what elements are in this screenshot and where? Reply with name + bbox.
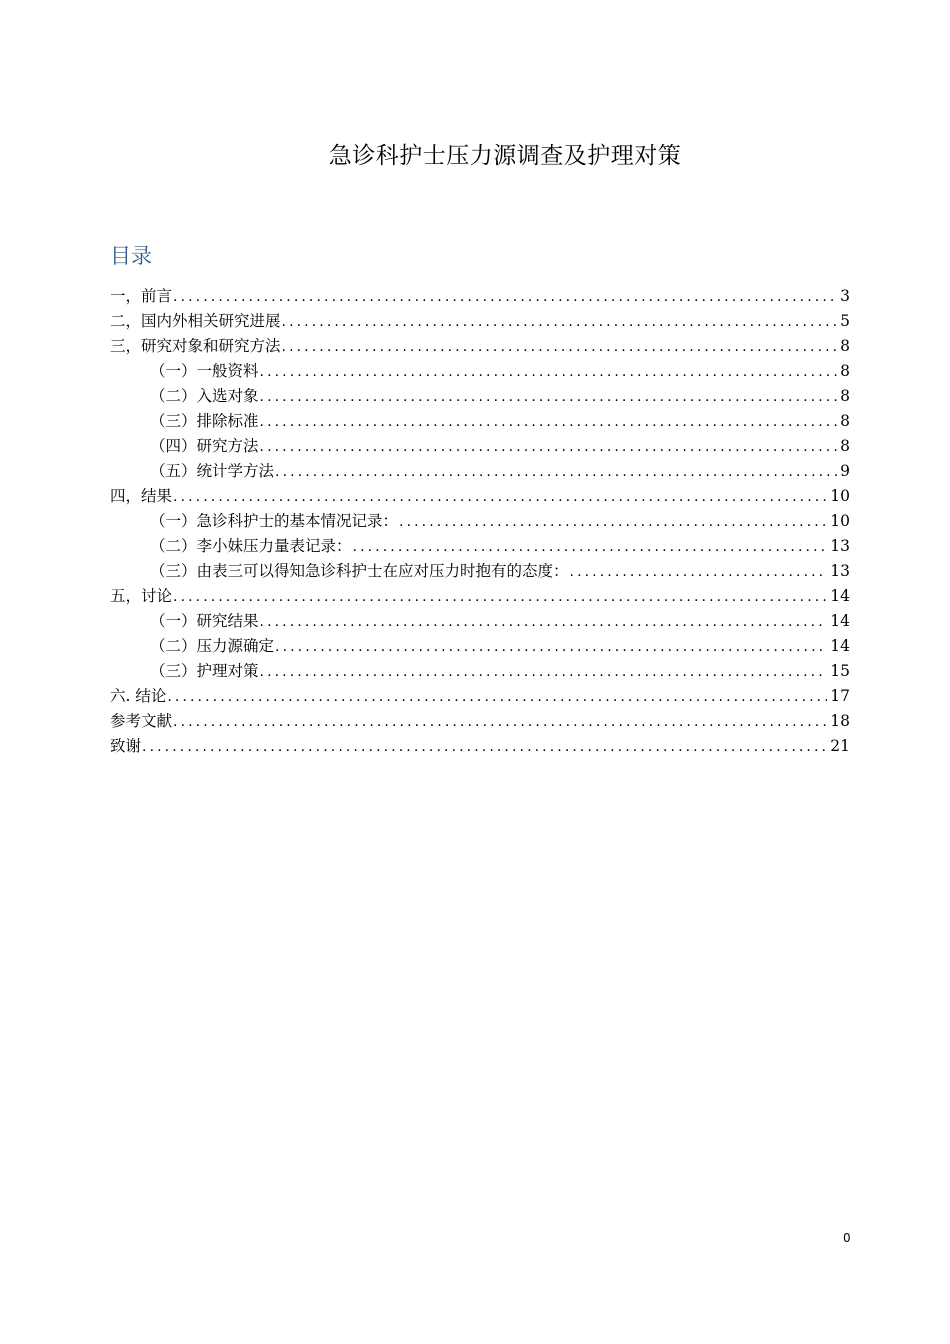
toc-entry-label: （二）压力源确定	[150, 637, 275, 655]
toc-entry-nursing-countermeasures[interactable]	[110, 659, 850, 684]
toc-entry-subjects-methods[interactable]	[110, 334, 850, 359]
toc-entry-label: （五）统计学方法	[150, 462, 275, 480]
toc-entry-page: 3	[840, 287, 850, 305]
toc-entry-research-progress[interactable]	[110, 309, 850, 334]
toc-entry-label: （二）李小妹压力量表记录：	[150, 537, 352, 555]
toc-entry-page: 17	[830, 687, 850, 705]
toc-entry-page: 8	[840, 437, 850, 455]
toc-dot-leader	[570, 560, 828, 584]
page-number: 0	[843, 1231, 851, 1245]
toc-entry-general-data[interactable]	[110, 359, 850, 384]
toc-entry-research-method[interactable]	[110, 434, 850, 459]
toc-entry-discussion[interactable]	[110, 584, 850, 609]
toc-dot-leader	[260, 610, 828, 634]
toc-entry-acknowledgements[interactable]	[110, 734, 850, 759]
toc-heading: 目录	[110, 244, 152, 268]
toc-entry-label: 四，结果	[110, 487, 173, 505]
toc-entry-page: 18	[830, 712, 850, 730]
toc-entry-label: （二）入选对象	[150, 387, 259, 405]
toc-entry-label: 二，国内外相关研究进展	[110, 312, 281, 330]
toc-entry-page: 10	[830, 512, 850, 530]
toc-entry-page: 5	[840, 312, 850, 330]
toc-entry-coping-attitude[interactable]	[110, 559, 850, 584]
toc-dot-leader	[282, 310, 838, 334]
toc-entry-page: 8	[840, 412, 850, 430]
toc-dot-leader	[275, 460, 837, 484]
toc-dot-leader	[142, 735, 827, 759]
toc-entry-label: （四）研究方法	[150, 437, 259, 455]
toc-entry-label: 六. 结论	[110, 687, 167, 705]
toc-dot-leader	[399, 510, 827, 534]
toc-entry-references[interactable]	[110, 709, 850, 734]
toc-dot-leader	[173, 585, 827, 609]
toc-dot-leader	[173, 710, 827, 734]
toc-entry-statistics[interactable]	[110, 459, 850, 484]
toc-dot-leader	[260, 360, 838, 384]
toc-entry-results[interactable]	[110, 484, 850, 509]
toc-dot-leader	[353, 535, 828, 559]
toc-entry-nurse-basic-info[interactable]	[110, 509, 850, 534]
toc-entry-page: 14	[830, 587, 850, 605]
toc-dot-leader	[275, 635, 827, 659]
toc-entry-label: 致谢	[110, 737, 142, 755]
toc-entry-page: 13	[830, 562, 850, 580]
toc-entry-page: 15	[830, 662, 850, 680]
toc-entry-page: 14	[830, 612, 850, 630]
toc-entry-inclusion[interactable]	[110, 384, 850, 409]
toc-entry-research-results[interactable]	[110, 609, 850, 634]
document-title: 急诊科护士压力源调查及护理对策	[328, 143, 682, 169]
toc-entry-label: 参考文献	[110, 712, 173, 730]
toc-entry-page: 14	[830, 637, 850, 655]
toc-entry-page: 8	[840, 337, 850, 355]
toc-entry-stress-sources[interactable]	[110, 634, 850, 659]
toc-entry-exclusion[interactable]	[110, 409, 850, 434]
toc-entry-preface[interactable]	[110, 284, 850, 309]
toc-entry-label: （一）一般资料	[150, 362, 259, 380]
toc-dot-leader	[282, 335, 838, 359]
toc-entry-conclusion[interactable]	[110, 684, 850, 709]
table-of-contents	[110, 284, 850, 759]
toc-entry-page: 8	[840, 387, 850, 405]
toc-entry-label: 三，研究对象和研究方法	[110, 337, 281, 355]
toc-entry-page: 13	[830, 537, 850, 555]
toc-dot-leader	[167, 685, 827, 709]
toc-dot-leader	[260, 660, 828, 684]
toc-entry-label: （三）排除标准	[150, 412, 259, 430]
toc-entry-label: （三）护理对策	[150, 662, 259, 680]
toc-entry-page: 9	[840, 462, 850, 480]
toc-entry-label: （一）急诊科护士的基本情况记录：	[150, 512, 399, 530]
toc-dot-leader	[260, 385, 838, 409]
toc-entry-label: 一，前言	[110, 287, 173, 305]
toc-entry-stress-scale[interactable]	[110, 534, 850, 559]
toc-entry-page: 21	[830, 737, 850, 755]
toc-dot-leader	[173, 285, 837, 309]
toc-entry-label: 五，讨论	[110, 587, 173, 605]
toc-entry-page: 10	[830, 487, 850, 505]
toc-entry-label: （一）研究结果	[150, 612, 259, 630]
toc-dot-leader	[173, 485, 827, 509]
toc-entry-label: （三）由表三可以得知急诊科护士在应对压力时抱有的态度：	[150, 562, 569, 580]
toc-dot-leader	[260, 410, 838, 434]
toc-entry-page: 8	[840, 362, 850, 380]
toc-dot-leader	[260, 435, 838, 459]
